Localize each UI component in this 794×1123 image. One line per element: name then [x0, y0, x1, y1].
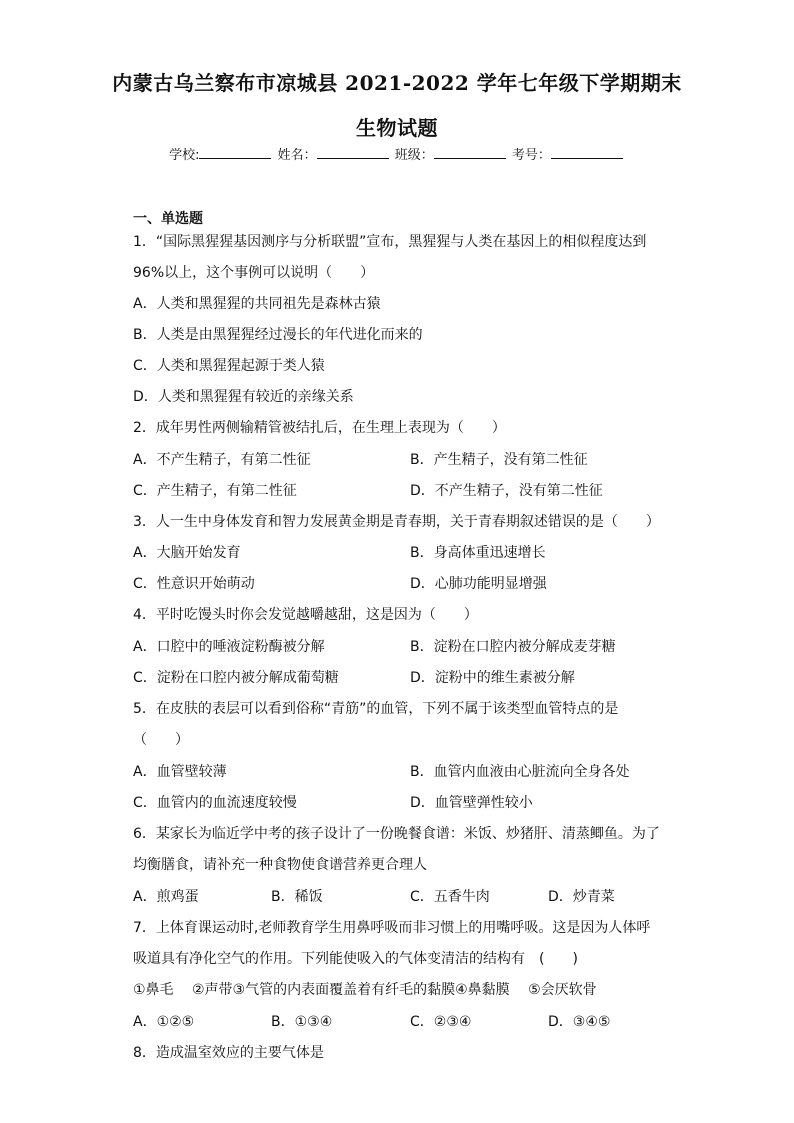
question-4-stem: 4．平时吃馒头时你会发觉越嚼越甜，这是因为（ ） — [133, 607, 478, 623]
question-6-option-d: D．炒青菜 — [548, 889, 615, 905]
question-6-stem-line2: 均衡膳食，请补充一种食物使食谱营养更合理人 — [133, 857, 427, 873]
school-blank — [199, 144, 271, 159]
question-1-option-d: D．人类和黑猩猩有较近的亲缘关系 — [133, 389, 354, 405]
question-5-option-b: B．血管内血液由心脏流向全身各处 — [410, 764, 630, 780]
question-2-stem: 2．成年男性两侧输精管被结扎后，在生理上表现为（ ） — [133, 420, 506, 436]
question-5-stem-line1: 5．在皮肤的表层可以看到俗称“青筋”的血管，下列不属于该类型血管特点的是 — [133, 701, 619, 717]
question-3-option-b: B．身高体重迅速增长 — [410, 545, 546, 561]
student-info-row — [0, 144, 794, 163]
exam-number-blank — [551, 144, 623, 159]
question-5-stem-line2: （ ） — [133, 732, 189, 748]
exam-title-line2: 生物试题 — [356, 116, 438, 140]
question-7-option-b: B．①③④ — [271, 1014, 333, 1030]
section-title: 一、单选题 — [133, 211, 203, 227]
question-3-stem: 3．人一生中身体发育和智力发展黄金期是青春期，关于青春期叙述错误的是（ ） — [133, 514, 660, 530]
name-blank — [317, 144, 389, 159]
question-3-option-d: D．心肺功能明显增强 — [410, 576, 547, 592]
question-6-option-a: A．煎鸡蛋 — [133, 889, 199, 905]
question-2-option-d: D．不产生精子，没有第二性征 — [410, 483, 603, 499]
question-4-option-c: C．淀粉在口腔内被分解成葡萄糖 — [133, 670, 339, 686]
question-4-option-b: B．淀粉在口腔内被分解成麦芽糖 — [410, 639, 616, 655]
question-2-option-b: B．产生精子，没有第二性征 — [410, 452, 588, 468]
class-label: 班级： — [394, 148, 434, 163]
question-3-option-a: A．大脑开始发育 — [133, 545, 241, 561]
school-label: 学校: — [169, 148, 200, 163]
question-2-option-c: C．产生精子，有第二性征 — [133, 483, 297, 499]
question-7-option-c: C．②③④ — [410, 1014, 472, 1030]
question-1-option-c: C．人类和黑猩猩起源于类人猿 — [133, 358, 325, 374]
question-7-option-a: A．①②⑤ — [133, 1014, 195, 1030]
question-8-stem: 8．造成温室效应的主要气体是 — [133, 1045, 324, 1061]
question-4-option-a: A．口腔中的唾液淀粉酶被分解 — [133, 639, 325, 655]
question-7-option-d: D．③④⑤ — [548, 1014, 611, 1030]
question-2-option-a: A．不产生精子，有第二性征 — [133, 452, 311, 468]
question-5-option-c: C．血管内的血流速度较慢 — [133, 795, 297, 811]
question-3-option-c: C．性意识开始萌动 — [133, 576, 255, 592]
question-1-stem-line1: 1．“国际黑猩猩基因测序与分析联盟”宣布，黑猩猩与人类在基因上的相似程度达到 — [133, 234, 647, 250]
question-1-stem-line2: 96%以上，这个事例可以说明（ ） — [133, 265, 375, 281]
question-5-option-d: D．血管壁弹性较小 — [410, 795, 533, 811]
question-1-option-b: B．人类是由黑猩猩经过漫长的年代进化而来的 — [133, 327, 423, 343]
name-label: 姓名： — [277, 148, 317, 163]
question-6-option-c: C．五香牛肉 — [410, 889, 490, 905]
question-6-stem-line1: 6．某家长为临近学中考的孩子设计了一份晚餐食谱：米饭、炒猪肝、清蒸鲫鱼。为了 — [133, 826, 660, 842]
question-4-option-d: D．淀粉中的维生素被分解 — [410, 670, 575, 686]
question-7-structures-list: ①鼻毛 ②声带③气管的内表面覆盖着有纤毛的黏膜④鼻黏膜 ⑤会厌软骨 — [133, 982, 597, 998]
question-5-option-a: A．血管壁较薄 — [133, 764, 227, 780]
exam-number-label: 考号： — [511, 148, 551, 163]
question-1-option-a: A．人类和黑猩猩的共同祖先是森林古猿 — [133, 296, 381, 312]
question-7-stem-line2: 吸道具有净化空气的作用。下列能使吸入的气体变清洁的结构有 ( ) — [133, 951, 578, 967]
question-6-option-b: B．稀饭 — [271, 889, 323, 905]
question-7-stem-line1: 7．上体育课运动时,老师教育学生用鼻呼吸而非习惯上的用嘴呼吸。这是因为人体呼 — [133, 920, 651, 936]
exam-title-line1: 内蒙古乌兰察布市凉城县 2021-2022 学年七年级下学期期末 — [112, 71, 682, 95]
class-blank — [434, 144, 506, 159]
